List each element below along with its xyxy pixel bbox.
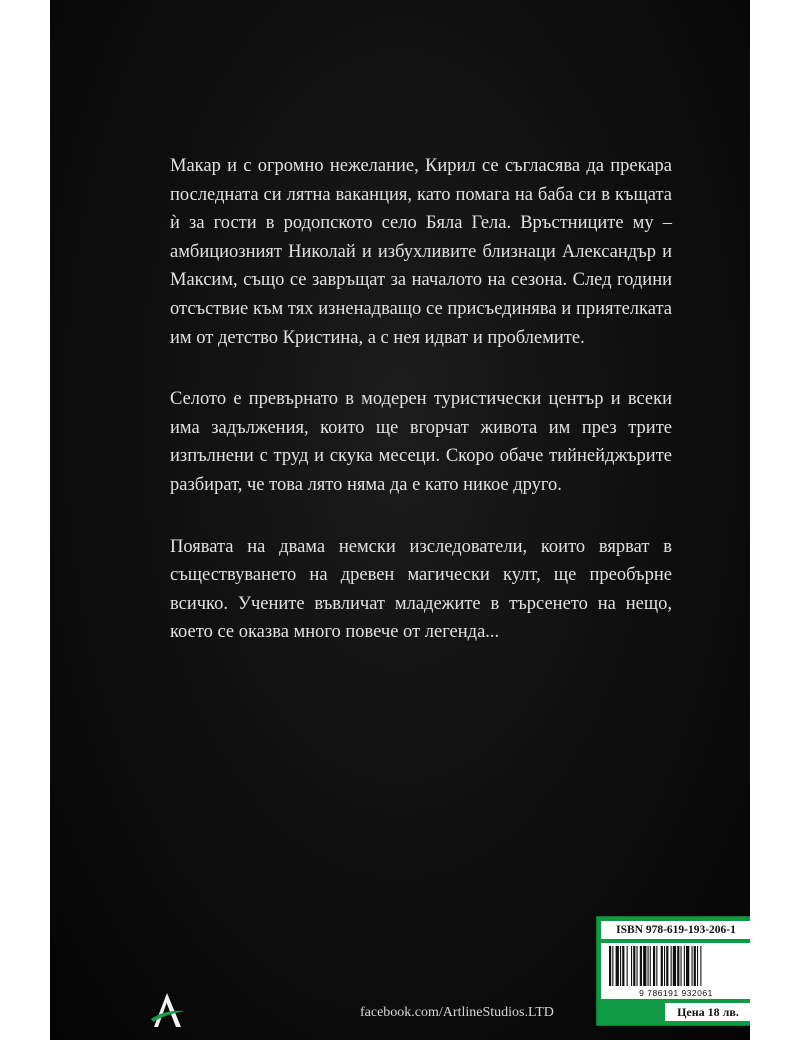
barcode-digits: 9 786191 932061	[601, 988, 750, 998]
blurb-paragraph-1: Макар и с огромно нежелание, Кирил се съгласява да прекара последната си лятна ваканция, като помага на баба си в къщата ѝ за гости в родопското село Бяла Гела. Връстниците му – амбициозният Николай и избухливите близнаци Александър и Максим, също се завръщат за началото на сезона. След години отсъствие към тях изненадващо се присъединява и приятелката им от детство Кристина, а с нея идват и проблемите.	[170, 156, 672, 348]
price-label: Цена 18 лв.	[665, 1003, 750, 1021]
facebook-link[interactable]: facebook.com/ArtlineStudios.LTD	[360, 1005, 554, 1020]
blurb-paragraph-3: Появата на двама немски изследователи, които вярват в съществуването на древен магически култ, ще преобърне всичко. Учените въвличат младежите в търсенето на нещо, което се оказва много повече от легенда...	[170, 536, 672, 643]
blurb-text	[170, 152, 672, 680]
isbn-number: ISBN 978-619-193-206-1	[601, 921, 750, 939]
barcode-bars	[601, 943, 750, 989]
back-cover	[50, 0, 750, 1040]
artline-a-logo-icon	[147, 990, 187, 1030]
blurb-paragraph-2: Селото е превърнато в модерен туристически център и всеки има задължения, които ще вгорчат живота им през трите изпълнени с труд и скука месеци. Скоро обаче тийнейджърите разбират, че това лято няма да е като никое друго.	[170, 389, 672, 495]
barcode-label	[596, 916, 750, 1026]
barcode	[601, 943, 750, 999]
